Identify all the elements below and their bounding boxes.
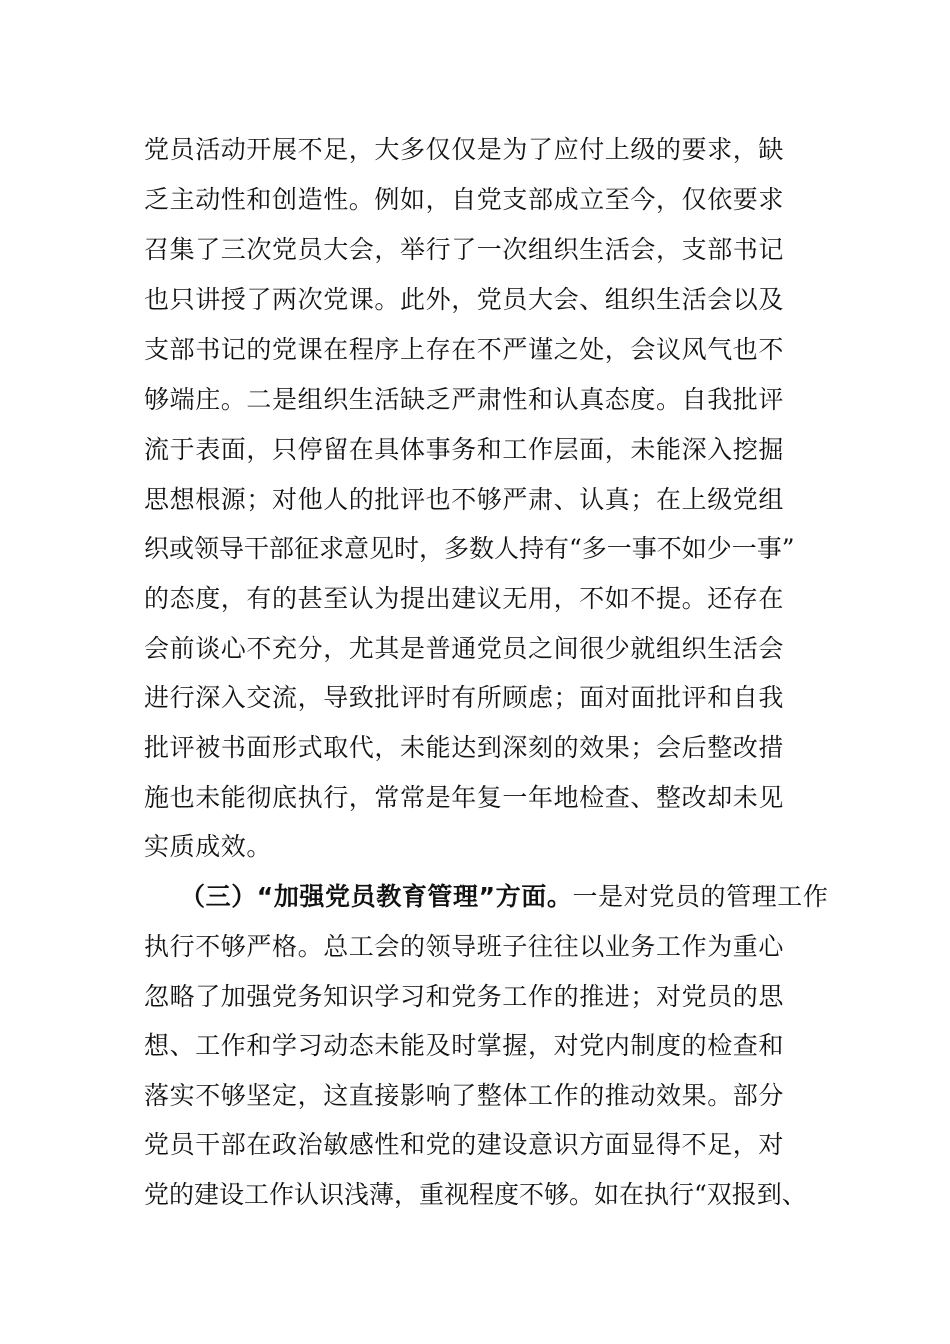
body-text-line: 思想根源；对他人的批评也不够严肃、认真；在上级党组	[144, 485, 785, 514]
section-heading-rest: 一是对党员的管理工作	[572, 882, 829, 911]
body-text-line: 进行深入交流，导致批评时有所顾虑；面对面批评和自我	[144, 683, 785, 712]
section-heading-line	[180, 872, 860, 922]
body-text-line: 想、工作和学习动态未能及时掌握，对党内制度的检查和	[144, 1031, 785, 1060]
body-text-line: 党员活动开展不足，大多仅仅是为了应付上级的要求，缺	[144, 135, 785, 164]
body-text-line: 落实不够坚定，这直接影响了整体工作的推动效果。部分	[144, 1081, 785, 1110]
body-text-line: 织或领导干部征求意见时，多数人持有“多一事不如少一事”	[144, 534, 795, 563]
body-text-line: 流于表面，只停留在具体事务和工作层面，未能深入挖掘	[144, 435, 785, 464]
body-text-line: 执行不够严格。总工会的领导班子往往以业务工作为重心	[144, 932, 785, 961]
body-text-line: 乏主动性和创造性。例如，自党支部成立至今，仅依要求	[144, 185, 785, 214]
body-text-line: 支部书记的党课在程序上存在不严谨之处，会议风气也不	[144, 335, 785, 364]
body-text-line: 忽略了加强党务知识学习和党务工作的推进；对党员的思	[144, 982, 785, 1011]
body-text-line: 也只讲授了两次党课。此外，党员大会、组织生活会以及	[144, 285, 785, 314]
body-text-line: 够端庄。二是组织生活缺乏严肃性和认真态度。自我批评	[144, 385, 785, 414]
body-text-line: 实质成效。	[144, 832, 273, 861]
body-text-line: 召集了三次党员大会，举行了一次组织生活会，支部书记	[144, 235, 785, 264]
body-text-line: 的态度，有的甚至认为提出建议无用，不如不提。还存在	[144, 584, 785, 613]
body-text-line: 党员干部在政治敏感性和党的建设意识方面显得不足，对	[144, 1130, 785, 1159]
section-heading: （三）“加强党员教育管理”方面。	[180, 882, 573, 911]
body-text-line: 施也未能彻底执行，常常是年复一年地检查、整改却未见	[144, 783, 785, 812]
body-text-line: 批评被书面形式取代，未能达到深刻的效果；会后整改措	[144, 733, 785, 762]
body-text-line: 会前谈心不充分，尤其是普通党员之间很少就组织生活会	[144, 634, 785, 663]
body-text-line: 党的建设工作认识浅薄，重视程度不够。如在执行“双报到、	[144, 1180, 807, 1209]
